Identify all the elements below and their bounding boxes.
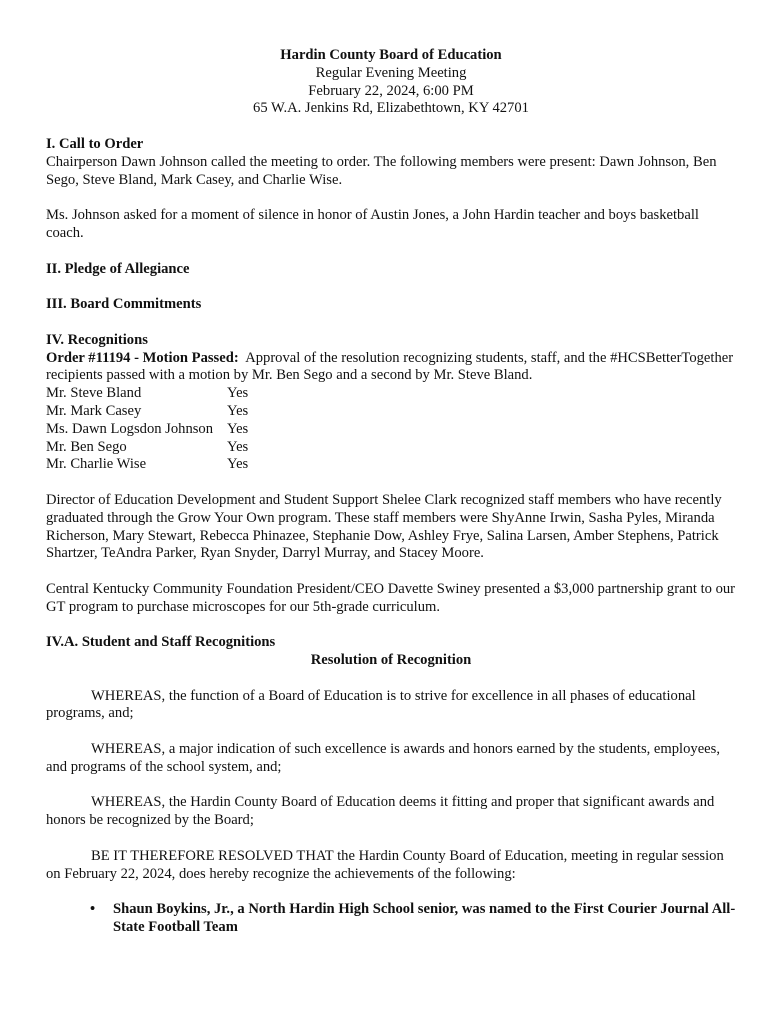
spacer [46,563,736,581]
vote-value: Yes [227,385,249,402]
spacer [46,670,736,688]
recognition-text: Shaun Boykins, Jr., a North Hardin High School senior, was named to the First Courier Journal All-State Football Team [113,901,736,936]
vote-row [46,439,736,457]
vote-row [46,403,736,421]
spacer [46,189,736,207]
student-staff-heading: IV.A. Student and Staff Recognitions [46,634,276,651]
moment-of-silence-text: Ms. Johnson asked for a moment of silence in honor of Austin Jones, a John Hardin teacher and boys basketball coach. [46,207,699,241]
recognition-list-item [46,901,736,937]
order-paragraph [46,350,736,386]
spacer [46,723,736,741]
spacer [46,883,736,901]
bullet-icon: • [90,901,96,918]
vote-row [46,385,736,403]
resolution-title: Resolution of Recognition [310,652,472,669]
meeting-address: 65 W.A. Jenkins Rd, Elizabethtown, KY 42701 [253,100,529,117]
meeting-type: Regular Evening Meeting [315,64,467,81]
whereas-paragraph: WHEREAS, the function of a Board of Education is to strive for excellence in all phases of educational programs, and; [46,687,696,722]
document-page [46,47,736,937]
vote-value: Yes [227,438,249,455]
call-to-order-text: Chairperson Dawn Johnson called the meeting to order. The following members were present: Dawn Johnson, Ben Sego, Steve Bland, Mark Casey, and Charlie Wise. [46,153,717,188]
vote-value: Yes [227,456,249,473]
vote-row [46,456,736,474]
vote-list [46,385,736,474]
order-text: Approval of the resolution recognizing students, staff, and the #HCSBetterTogether recipients passed with a motion by Mr. Ben Sego and a second by Mr. Steve Bland. [46,349,734,384]
call-to-order-heading: I. Call to Order [46,135,144,152]
order-label: Order #11194 - Motion Passed: [46,349,239,366]
whereas-paragraph: WHEREAS, a major indication of such excellence is awards and honors earned by the students, employees, and programs of the school system, and; [46,741,720,775]
spacer [46,617,736,635]
vote-row [46,421,736,439]
document-title: Hardin County Board of Education [280,47,502,63]
pledge-heading: II. Pledge of Allegiance [46,260,190,277]
vote-member-name: Ms. Dawn Logsdon Johnson [46,420,214,437]
spacer [46,118,736,136]
vote-member-name: Mr. Steve Bland [46,385,142,402]
resolved-paragraph: BE IT THEREFORE RESOLVED THAT the Hardin County Board of Education, meeting in regular session on February 22, 2024, does hereby recognize the achievements of the following: [46,847,724,882]
vote-value: Yes [227,420,249,437]
spacer [46,278,736,296]
spacer [46,777,736,795]
spacer [46,830,736,848]
spacer [46,474,736,492]
grow-your-own-paragraph: Director of Education Development and Student Support Shelee Clark recognized staff members who have recently graduated through the Grow Your Own program. These staff members were ShyAnne Irwin, Sasha Pyles, Miranda Richerson, Mary Stewart, Rebecca Phinazee, Stephanie Dow, Ashley Frye, Salina Larsen, Amber Stephens, Patrick Shartzer, TeAndra Parker, Ryan Snyder, Darryl Murray, and Stacey Moore. [46,491,722,562]
vote-value: Yes [227,402,249,419]
vote-member-name: Mr. Charlie Wise [46,456,147,473]
vote-member-name: Mr. Ben Sego [46,438,127,455]
spacer [46,243,736,261]
meeting-datetime: February 22, 2024, 6:00 PM [308,82,474,99]
vote-member-name: Mr. Mark Casey [46,402,142,419]
whereas-paragraph: WHEREAS, the Hardin County Board of Education deems it fitting and proper that significant awards and honors be recognized by the Board; [46,794,715,829]
spacer [46,314,736,332]
recognitions-heading: IV. Recognitions [46,331,148,348]
board-commitments-heading: III. Board Commitments [46,296,202,313]
grant-paragraph: Central Kentucky Community Foundation President/CEO Davette Swiney presented a $3,000 partnership grant to our GT program to purchase microscopes for our 5th-grade curriculum. [46,580,736,615]
